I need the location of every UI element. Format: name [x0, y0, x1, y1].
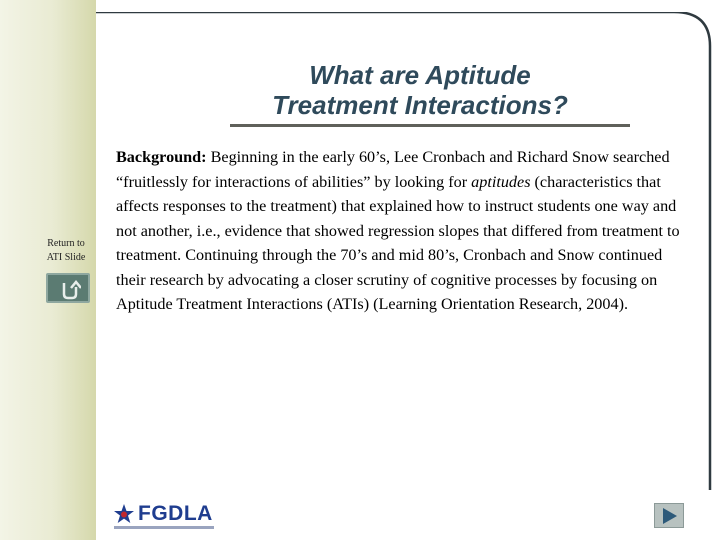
return-button[interactable] — [46, 273, 90, 303]
title-line-1: What are Aptitude — [309, 60, 531, 90]
body-text-part-2: (characteristics that affects responses to the treatment) that explained how to instruct students one way and not another, i.e., evidence that showed regression slopes that differed from treatment to treatment. Continuing through the 70’s and mid 80’s, Cronbach and Snow continued their research by advocating a closer scrutiny of cognitive processes by focusing on Aptitude Treatment Interactions (ATIs) (Learning Orientation Research, 2004). — [116, 172, 680, 313]
star-shield-icon — [112, 502, 136, 526]
title-underline — [230, 124, 630, 127]
play-triangle-icon — [661, 507, 679, 525]
return-label-line-1[interactable]: Return to — [47, 238, 85, 249]
title-line-2: Treatment Interactions? — [272, 90, 568, 120]
logo-tagline-bar — [114, 526, 214, 529]
body-text-part-1: Beginning in the early 60’s, Lee Cronbach and Richard Snow searched “fruitlessly for interactions of abilities” by looking for — [116, 148, 670, 191]
return-arrow-icon — [59, 279, 81, 301]
return-label-line-2[interactable]: ATI Slide — [46, 252, 86, 263]
body-paragraph — [116, 145, 686, 317]
slide-title — [200, 60, 640, 120]
logo-text: FGDLA — [138, 502, 213, 525]
body-lead: Background: — [116, 148, 207, 166]
return-label[interactable] — [36, 237, 96, 265]
left-decorative-band — [0, 0, 96, 540]
body-italic-term: aptitudes — [471, 172, 531, 191]
next-slide-button[interactable] — [654, 503, 684, 528]
fgdla-logo — [110, 500, 220, 532]
